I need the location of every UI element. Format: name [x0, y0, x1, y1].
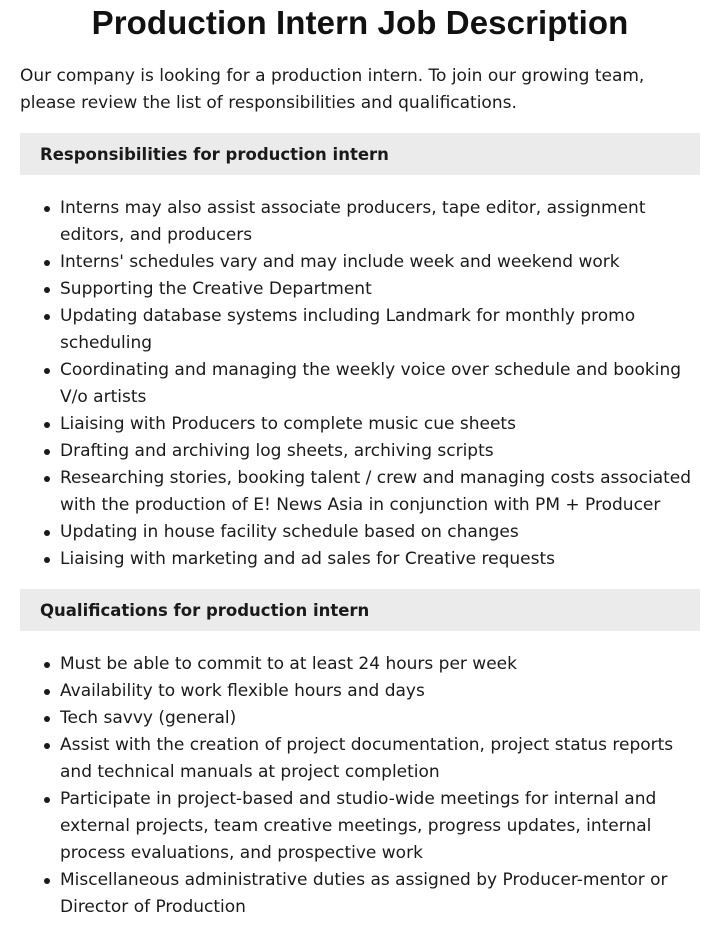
qualifications-heading: Qualifications for production intern [20, 589, 700, 631]
responsibilities-list [20, 195, 700, 573]
list-item: Tech savvy (general) [60, 705, 700, 732]
responsibilities-heading: Responsibilities for production intern [20, 133, 700, 175]
list-item: Assist with the creation of project documentation, project status reports and technical manuals at project completion [60, 732, 700, 786]
page-title: Production Intern Job Description [91, 4, 629, 41]
list-item: Must be able to commit to at least 24 hours per week [60, 651, 700, 678]
list-item: Updating database systems including Landmark for monthly promo scheduling [60, 303, 700, 357]
list-item: Liaising with Producers to complete music cue sheets [60, 411, 700, 438]
intro-paragraph: Our company is looking for a production intern. To join our growing team, please review the list of responsibilities and qualifications. [20, 66, 645, 113]
list-item: Interns may also assist associate producers, tape editor, assignment editors, and producers [60, 195, 700, 249]
qualifications-list [20, 651, 700, 921]
list-item: Supporting the Creative Department [60, 276, 700, 303]
list-item: Coordinating and managing the weekly voice over schedule and booking V/o artists [60, 357, 700, 411]
list-item: Availability to work flexible hours and days [60, 678, 700, 705]
list-item: Updating in house facility schedule based on changes [60, 519, 700, 546]
list-item: Liaising with marketing and ad sales for Creative requests [60, 546, 700, 573]
list-item: Drafting and archiving log sheets, archiving scripts [60, 438, 700, 465]
list-item: Interns' schedules vary and may include week and weekend work [60, 249, 700, 276]
list-item: Participate in project-based and studio-wide meetings for internal and external projects, team creative meetings, progress updates, internal process evaluations, and prospective work [60, 786, 700, 867]
list-item: Researching stories, booking talent / crew and managing costs associated with the production of E! News Asia in conjunction with PM + Producer [60, 465, 700, 519]
list-item: Miscellaneous administrative duties as assigned by Producer-mentor or Director of Production [60, 867, 700, 921]
